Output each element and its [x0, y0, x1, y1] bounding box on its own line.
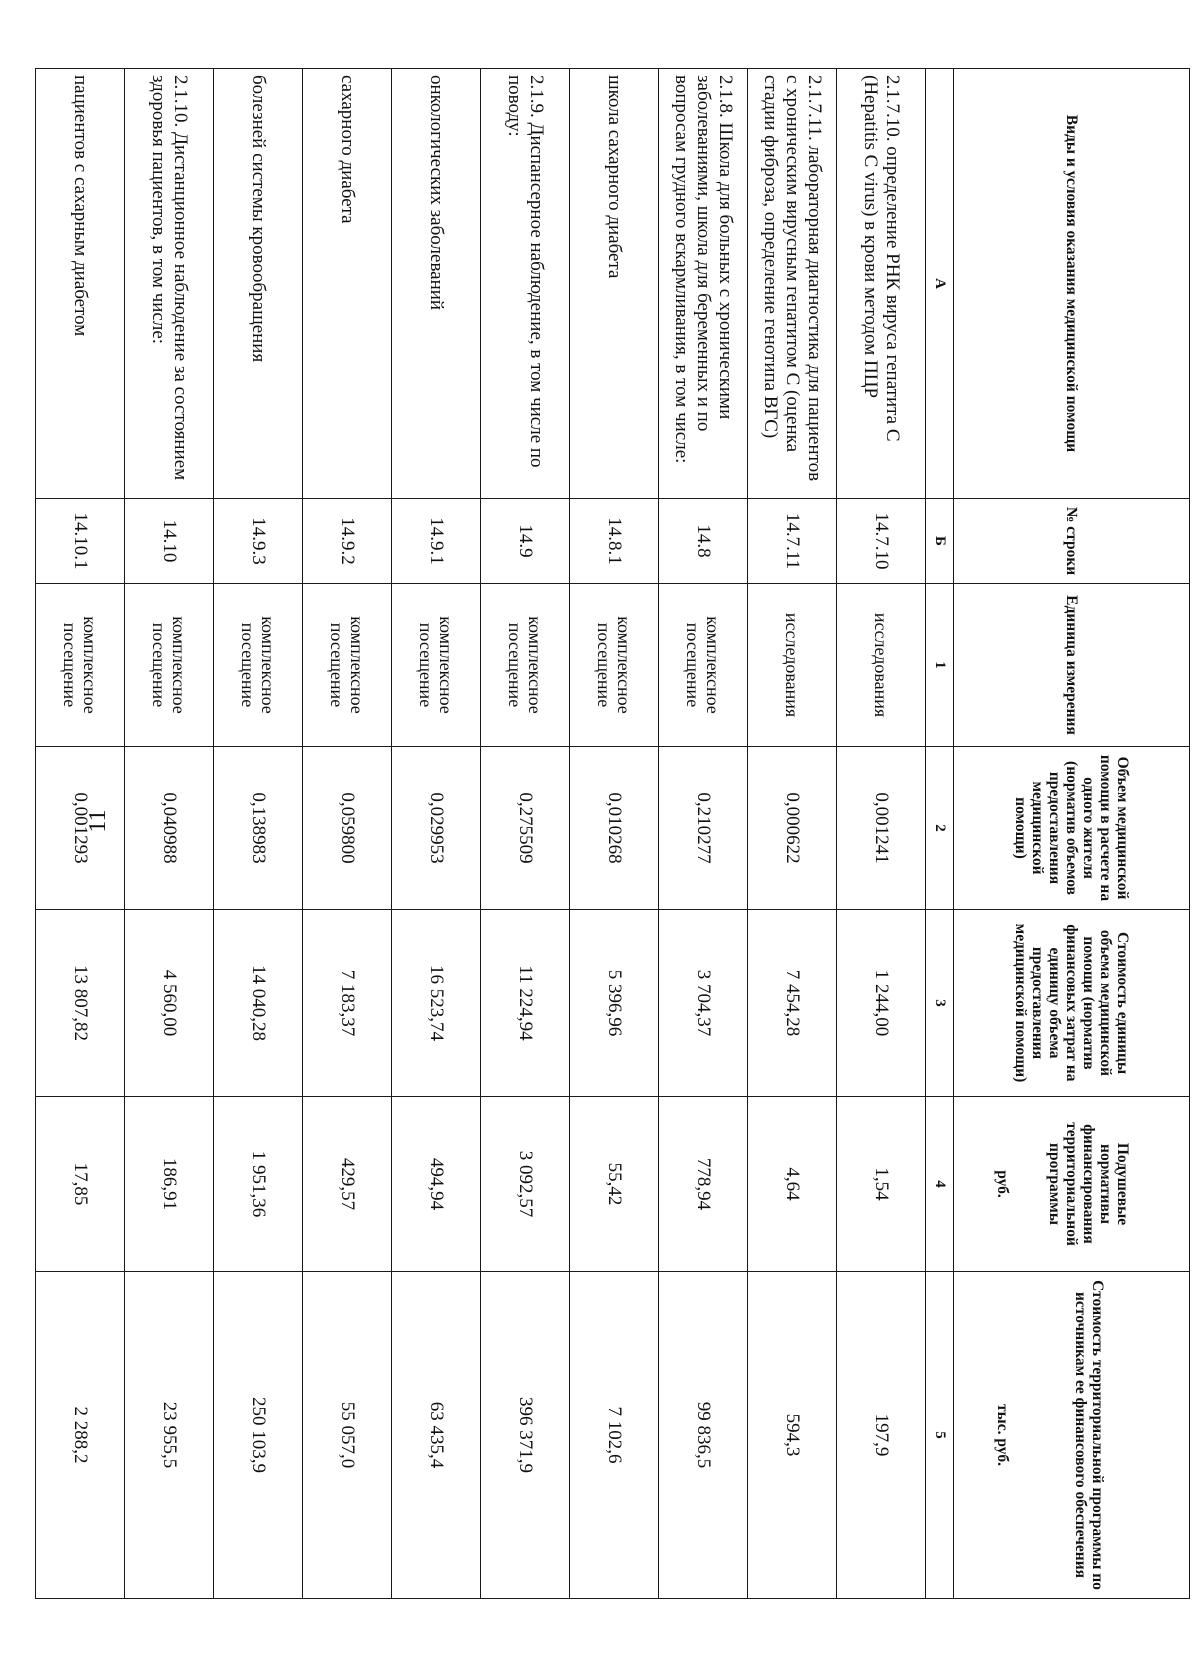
table-row [570, 69, 659, 1599]
col-index: 3 [926, 910, 954, 1097]
table-row [837, 69, 926, 1599]
header-per-capita-unit: руб. [994, 1170, 1011, 1198]
header-volume: Объем медицинской помощи в расчете на одного жителя (норматив объемов предоставления медицинской помощи) [954, 747, 1190, 910]
table-row [125, 69, 214, 1599]
cell-volume: 0,040988 [125, 747, 214, 910]
cell-program-cost: 594,3 [748, 1272, 837, 1599]
cell-row-number: 14.9.3 [214, 499, 303, 584]
cell-program-cost: 197,9 [837, 1272, 926, 1599]
cell-per-capita: 186,91 [125, 1097, 214, 1272]
cell-unit: комплексное посещение [481, 584, 570, 747]
cell-row-number: 14.9 [481, 499, 570, 584]
cell-unit: комплексное посещение [214, 584, 303, 747]
cell-unit: комплексное посещение [392, 584, 481, 747]
cell-row-number: 14.10 [125, 499, 214, 584]
header-row-number: № строки [954, 499, 1190, 584]
cell-care-type: школа сахарного диабета [570, 69, 659, 499]
cell-unit-cost: 4 560,00 [125, 910, 214, 1097]
table-row [392, 69, 481, 1599]
cell-unit: комплексное посещение [36, 584, 125, 747]
cell-volume: 0,275509 [481, 747, 570, 910]
cell-care-type: сахарного диабета [303, 69, 392, 499]
header-program-cost [954, 1272, 1190, 1599]
table-row [659, 69, 748, 1599]
cell-per-capita: 17,85 [36, 1097, 125, 1272]
cell-unit-cost: 13 807,82 [36, 910, 125, 1097]
cell-volume: 0,138983 [214, 747, 303, 910]
column-index-row [926, 69, 954, 1599]
cell-unit-cost: 16 523,74 [392, 910, 481, 1097]
cell-per-capita: 1 951,36 [214, 1097, 303, 1272]
cell-volume: 0,210277 [659, 747, 748, 910]
col-index: 4 [926, 1097, 954, 1272]
cell-volume: 0,010268 [570, 747, 659, 910]
cell-care-type: 2.1.10. Дистанционное наблюдение за состоянием здоровья пациентов, в том числе: [125, 69, 214, 499]
cell-unit: исследования [837, 584, 926, 747]
rotated-table-container [60, 68, 1190, 1598]
header-care-type: Виды и условия оказания медицинской помощи [954, 69, 1190, 499]
header-program-cost-unit: тыс. руб. [994, 1404, 1011, 1466]
cell-unit-cost: 14 040,28 [214, 910, 303, 1097]
cell-unit-cost: 1 244,00 [837, 910, 926, 1097]
cell-care-type: 2.1.8. Школа для больных с хроническими заболеваниями, школа для беременных и по вопросам грудного вскармливания, в том числе: [659, 69, 748, 499]
col-index: Б [926, 499, 954, 584]
cell-row-number: 14.8.1 [570, 499, 659, 584]
cell-program-cost: 7 102,6 [570, 1272, 659, 1599]
cell-program-cost: 99 836,5 [659, 1272, 748, 1599]
col-index: 5 [926, 1272, 954, 1599]
cell-unit: исследования [748, 584, 837, 747]
table-row [748, 69, 837, 1599]
cell-row-number: 14.7.11 [748, 499, 837, 584]
cell-unit: комплексное посещение [303, 584, 392, 747]
header-row [954, 69, 1190, 1599]
header-program-cost-label: Стоимость территориальной программы по источникам ее финансового обеспечения [1072, 1280, 1106, 1590]
cell-per-capita: 429,57 [303, 1097, 392, 1272]
page-number: 11 [85, 809, 111, 833]
col-index: 1 [926, 584, 954, 747]
cell-row-number: 14.8 [659, 499, 748, 584]
cell-per-capita: 4,64 [748, 1097, 837, 1272]
header-unit-cost: Стоимость единицы объема медицинской помощи (норматив финансовых затрат на единицу объема предоставления медицинской помощи) [954, 910, 1190, 1097]
header-per-capita [954, 1097, 1190, 1272]
table-row [36, 69, 125, 1599]
cell-care-type: онкологических заболеваний [392, 69, 481, 499]
cell-unit-cost: 11 224,94 [481, 910, 570, 1097]
cell-care-type: болезней системы кровообращения [214, 69, 303, 499]
cell-program-cost: 396 371,9 [481, 1272, 570, 1599]
cell-care-type: 2.1.7.10. определение РНК вируса гепатита С (Hepatitis C virus) в крови методом ПЦР [837, 69, 926, 499]
medical-care-table [35, 68, 1190, 1599]
cell-per-capita: 1,54 [837, 1097, 926, 1272]
cell-care-type: 2.1.9. Диспансерное наблюдение, в том числе по поводу: [481, 69, 570, 499]
cell-row-number: 14.10.1 [36, 499, 125, 584]
col-index: 2 [926, 747, 954, 910]
cell-program-cost: 63 435,4 [392, 1272, 481, 1599]
cell-unit: комплексное посещение [570, 584, 659, 747]
cell-unit: комплексное посещение [659, 584, 748, 747]
cell-per-capita: 3 092,57 [481, 1097, 570, 1272]
cell-care-type: пациентов с сахарным диабетом [36, 69, 125, 499]
cell-row-number: 14.9.2 [303, 499, 392, 584]
cell-unit-cost: 7 183,37 [303, 910, 392, 1097]
table-row [481, 69, 570, 1599]
cell-row-number: 14.9.1 [392, 499, 481, 584]
cell-program-cost: 55 057,0 [303, 1272, 392, 1599]
cell-unit: комплексное посещение [125, 584, 214, 747]
cell-volume: 0,059800 [303, 747, 392, 910]
col-index: А [926, 69, 954, 499]
header-unit: Единица измерения [954, 584, 1190, 747]
cell-volume: 0,029953 [392, 747, 481, 910]
cell-unit-cost: 5 396,96 [570, 910, 659, 1097]
cell-per-capita: 55,42 [570, 1097, 659, 1272]
table-row [214, 69, 303, 1599]
cell-program-cost: 250 103,9 [214, 1272, 303, 1599]
cell-row-number: 14.7.10 [837, 499, 926, 584]
cell-unit-cost: 3 704,37 [659, 910, 748, 1097]
table-row [303, 69, 392, 1599]
cell-volume: 0,001293 [36, 747, 125, 910]
cell-per-capita: 494,94 [392, 1097, 481, 1272]
cell-volume: 0,000622 [748, 747, 837, 910]
cell-program-cost: 2 288,2 [36, 1272, 125, 1599]
cell-care-type: 2.1.7.11. лабораторная диагностика для пациентов с хроническим вирусным гепатитом С (оценка стадии фиброза, определение генотипа ВГС) [748, 69, 837, 499]
cell-program-cost: 23 955,5 [125, 1272, 214, 1599]
cell-per-capita: 778,94 [659, 1097, 748, 1272]
header-per-capita-label: Подушевые нормативы финансирования территориальной программы [1046, 1122, 1132, 1246]
cell-volume: 0,001241 [837, 747, 926, 910]
cell-unit-cost: 7 454,28 [748, 910, 837, 1097]
